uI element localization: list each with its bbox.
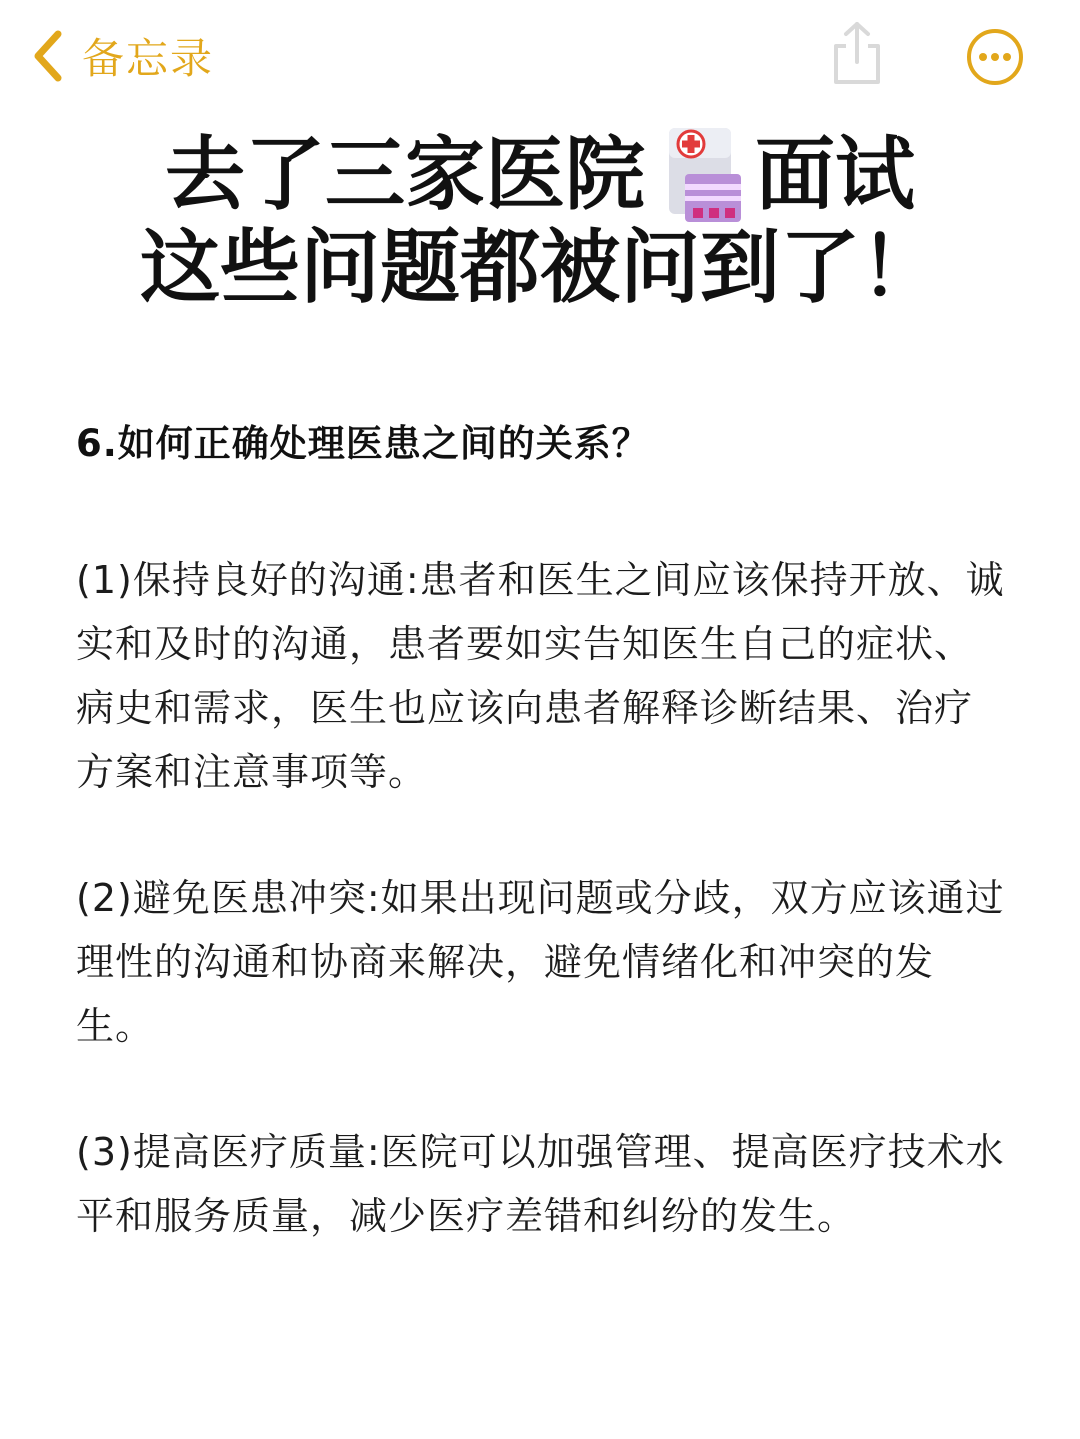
answer-paragraph-2: (2)避免医患冲突:如果出现问题或分歧，双方应该通过理性的沟通和协商来解决，避免情绪化和冲突的发生。 <box>76 876 1005 1048</box>
title-line-2 <box>0 222 1080 314</box>
answer-paragraph-1: (1)保持良好的沟通:患者和医生之间应该保持开放、诚实和及时的沟通，患者要如实告知医生自己的症状、病史和需求，医生也应该向患者解释诊断结果、治疗方案和注意事项等。 <box>76 558 1005 794</box>
title-text-3: 这些问题都被问到了！ <box>140 221 940 314</box>
more-icon[interactable] <box>966 28 1024 86</box>
hospital-icon <box>663 128 743 222</box>
question-heading: 6.如何正确处理医患之间的关系？ <box>76 422 650 465</box>
share-icon[interactable] <box>826 20 888 88</box>
page-title <box>0 128 1080 314</box>
back-button[interactable] <box>30 26 214 86</box>
back-button-label: 备忘录 <box>82 34 215 83</box>
answer-paragraph-3: (3)提高医疗质量:医院可以加强管理、提高医疗技术水平和服务质量，减少医疗差错和纠纷的发生。 <box>76 1130 1005 1238</box>
chevron-left-icon <box>30 28 64 84</box>
title-text-1: 去了三家医院 <box>165 128 645 221</box>
title-text-2: 面试 <box>755 128 915 221</box>
note-body[interactable] <box>76 418 1006 1310</box>
navigation-bar <box>0 0 1080 110</box>
title-line-1 <box>0 128 1080 222</box>
